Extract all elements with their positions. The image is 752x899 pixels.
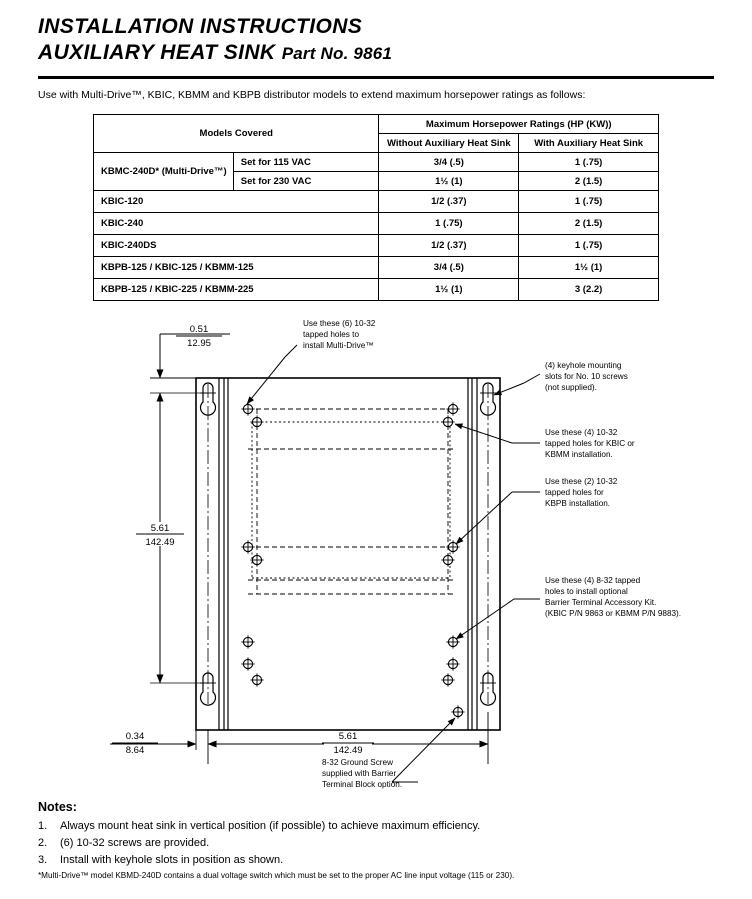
part-number: Part No. 9861 bbox=[281, 44, 393, 63]
dim-bottom-main-inch: 5.61 bbox=[338, 731, 358, 742]
callout-top-line-1: Use these (6) 10-32 bbox=[303, 319, 376, 328]
callout-ground-line-1: 8-32 Ground Screw bbox=[322, 758, 393, 767]
callout-keyhole-line-3: (not supplied). bbox=[545, 383, 597, 392]
model-variant: Set for 230 VAC bbox=[233, 172, 379, 191]
note-item bbox=[38, 852, 728, 869]
page-header bbox=[38, 14, 714, 67]
callout-ground-line-3: Terminal Block option. bbox=[322, 780, 403, 789]
table-header-row-1 bbox=[94, 115, 659, 134]
intro-text: Use with Multi-Drive™, KBIC, KBMM and KBPB distributor models to extend maximum horsepower ratings as follows: bbox=[38, 89, 586, 101]
table-row bbox=[94, 257, 659, 279]
rating-with: 1½ (1) bbox=[519, 257, 659, 279]
footnote: *Multi-Drive™ model KBMD-240D contains a dual voltage switch which must be set to the proper AC line input voltage (115 or 230). bbox=[38, 871, 515, 880]
notes-title: Notes: bbox=[38, 800, 77, 814]
callout-kbic-line-1: Use these (4) 10-32 bbox=[545, 428, 618, 437]
table-row bbox=[94, 153, 659, 172]
horsepower-ratings-table bbox=[93, 114, 659, 301]
rating-with: 1 (.75) bbox=[519, 235, 659, 257]
header-with-heatsink: With Auxiliary Heat Sink bbox=[519, 134, 659, 153]
note-text: (6) 10-32 screws are provided. bbox=[60, 837, 210, 849]
callout-keyhole-line-1: (4) keyhole mounting bbox=[545, 361, 622, 370]
header-without-heatsink: Without Auxiliary Heat Sink bbox=[379, 134, 519, 153]
note-number: 1. bbox=[38, 820, 48, 832]
rating-without: 3/4 (.5) bbox=[379, 257, 519, 279]
note-number: 2. bbox=[38, 837, 48, 849]
heat-sink-drawing bbox=[0, 312, 752, 797]
header-ratings-group: Maximum Horsepower Ratings (HP (KW)) bbox=[379, 115, 659, 134]
table-row bbox=[94, 235, 659, 257]
dim-top-inch: 0.51 bbox=[189, 324, 209, 335]
rating-without: 3/4 (.5) bbox=[379, 153, 519, 172]
title-subject: AUXILIARY HEAT SINK bbox=[38, 41, 276, 64]
table-row bbox=[94, 191, 659, 213]
rating-without: 1/2 (.37) bbox=[379, 191, 519, 213]
dim-bottom-left-mm: 8.64 bbox=[125, 745, 145, 756]
model-name: KBIC-240DS bbox=[94, 235, 379, 257]
rating-with: 2 (1.5) bbox=[519, 172, 659, 191]
rating-without: 1/2 (.37) bbox=[379, 235, 519, 257]
title-line-1: INSTALLATION INSTRUCTIONS bbox=[38, 15, 363, 38]
notes-section bbox=[38, 800, 728, 869]
callout-kbpb-line-1: Use these (2) 10-32 bbox=[545, 477, 618, 486]
note-text: Always mount heat sink in vertical position (if possible) to achieve maximum efficiency. bbox=[60, 820, 481, 832]
table-row bbox=[94, 213, 659, 235]
dim-left-inch: 5.61 bbox=[150, 523, 170, 534]
callout-ground-line-2: supplied with Barrier bbox=[322, 769, 397, 778]
rating-with: 2 (1.5) bbox=[519, 213, 659, 235]
table-row bbox=[94, 279, 659, 301]
callout-barrier-line-2: holes to install optional bbox=[545, 587, 628, 596]
callout-barrier-line-1: Use these (4) 8-32 tapped bbox=[545, 576, 641, 585]
note-number: 3. bbox=[38, 854, 48, 866]
callout-barrier-line-4: (KBIC P/N 9863 or KBMM P/N 9883). bbox=[545, 609, 682, 618]
dim-bottom-main-mm: 142.49 bbox=[333, 745, 363, 756]
rating-without: 1½ (1) bbox=[379, 172, 519, 191]
note-item bbox=[38, 835, 728, 852]
rating-without: 1 (.75) bbox=[379, 213, 519, 235]
header-divider bbox=[38, 76, 714, 79]
callout-barrier-line-3: Barrier Terminal Accessory Kit. bbox=[545, 598, 657, 607]
model-name: KBPB-125 / KBIC-225 / KBMM-225 bbox=[94, 279, 379, 301]
callout-kbic-line-2: tapped holes for KBIC or bbox=[545, 439, 635, 448]
callout-kbpb-line-2: tapped holes for bbox=[545, 488, 604, 497]
dim-top-mm: 12.95 bbox=[187, 338, 211, 349]
callout-keyhole-line-2: slots for No. 10 screws bbox=[545, 372, 628, 381]
callout-kbic-line-3: KBMM installation. bbox=[545, 450, 613, 459]
model-name: KBPB-125 / KBIC-125 / KBMM-125 bbox=[94, 257, 379, 279]
model-name: KBIC-240 bbox=[94, 213, 379, 235]
dim-left-mm: 142.49 bbox=[145, 537, 175, 548]
model-name: KBMC-240D* (Multi-Drive™) bbox=[94, 153, 234, 191]
dim-bottom-left-inch: 0.34 bbox=[125, 731, 145, 742]
model-name: KBIC-120 bbox=[94, 191, 379, 213]
note-item bbox=[38, 818, 728, 835]
callout-top-line-2: tapped holes to bbox=[303, 330, 359, 339]
header-models-covered: Models Covered bbox=[94, 115, 379, 153]
rating-without: 1½ (1) bbox=[379, 279, 519, 301]
rating-with: 1 (.75) bbox=[519, 153, 659, 172]
callout-kbpb-line-3: KBPB installation. bbox=[545, 499, 611, 508]
rating-with: 1 (.75) bbox=[519, 191, 659, 213]
model-variant: Set for 115 VAC bbox=[233, 153, 379, 172]
note-text: Install with keyhole slots in position as shown. bbox=[60, 854, 284, 866]
title-line-2 bbox=[38, 39, 714, 67]
callout-top-line-3: install Multi-Drive™ bbox=[303, 341, 374, 350]
rating-with: 3 (2.2) bbox=[519, 279, 659, 301]
